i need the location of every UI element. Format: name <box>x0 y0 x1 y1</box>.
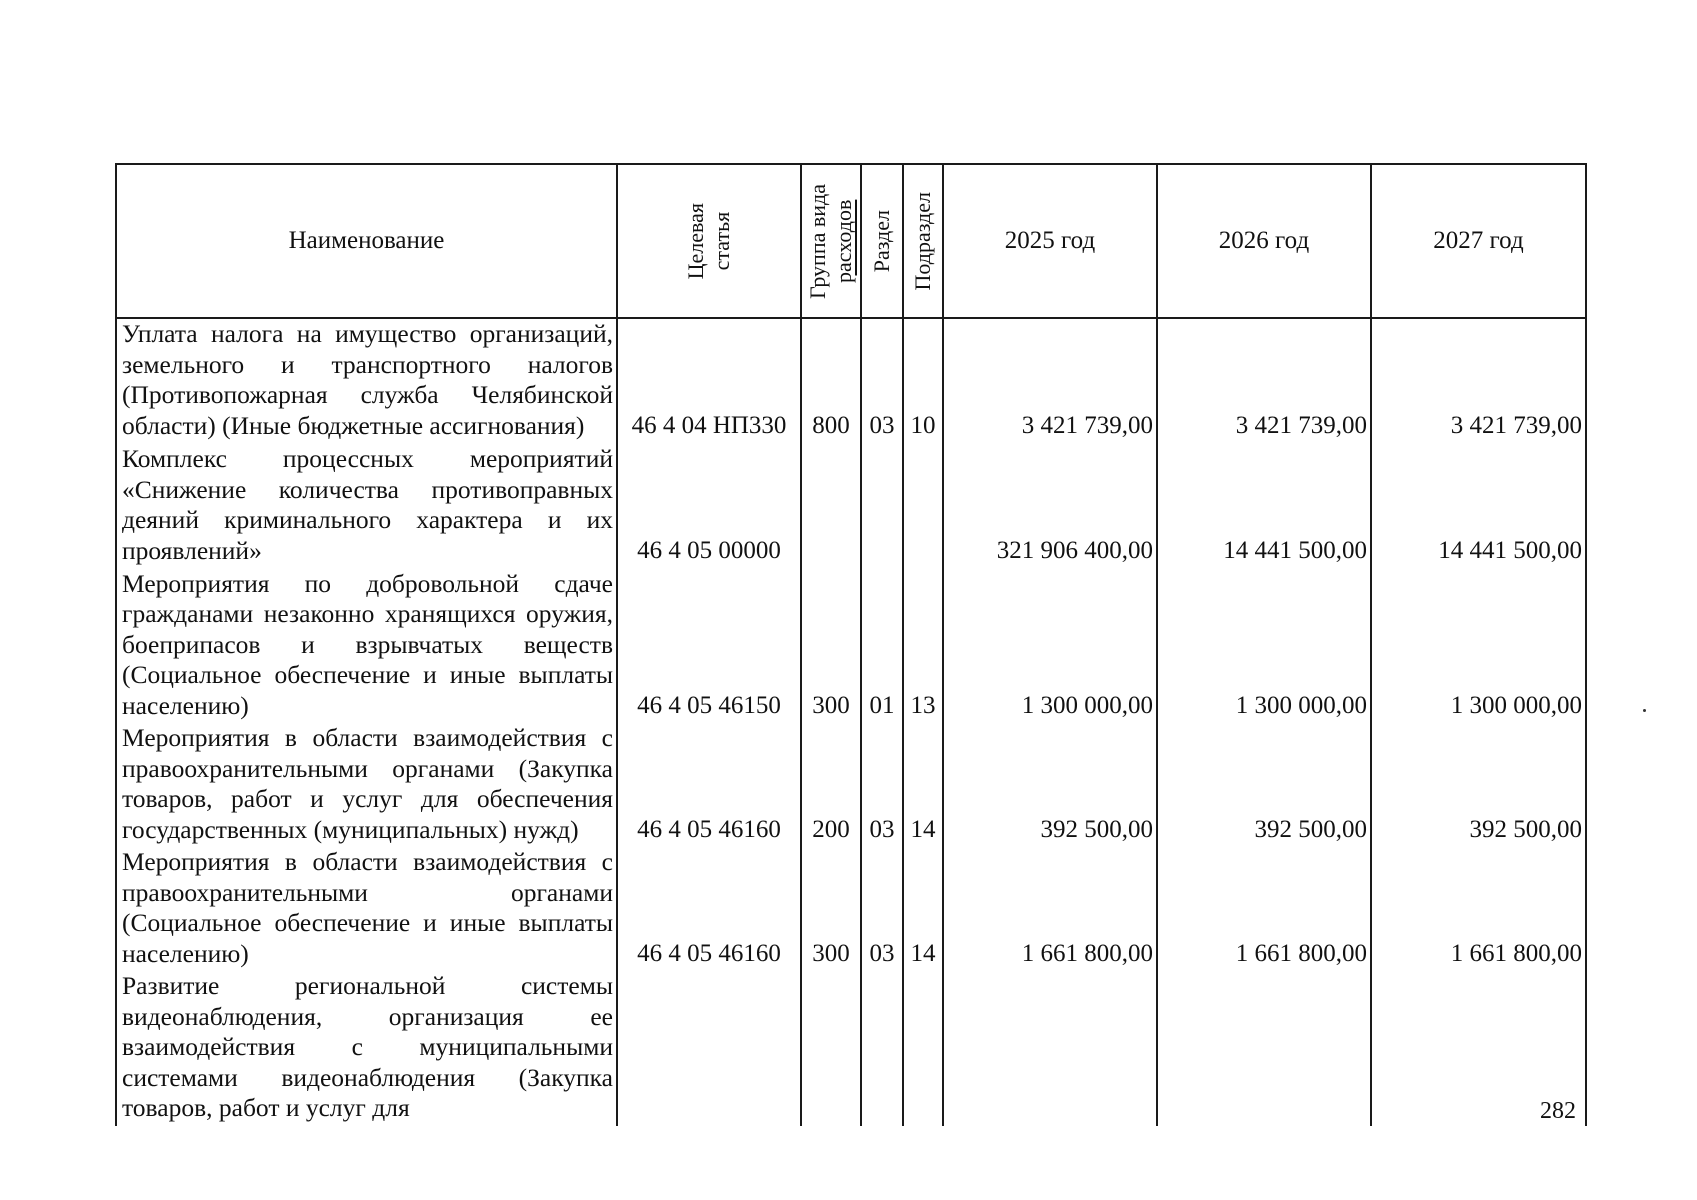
row-2027: 1 300 000,00 <box>1371 568 1586 723</box>
row-group: 200 <box>801 723 861 847</box>
row-2026: 3 421 739,00 <box>1157 318 1371 443</box>
table-row <box>116 723 1586 847</box>
scan-artifact-dot <box>1643 709 1646 712</box>
header-section-label: Раздел <box>869 209 894 273</box>
row-group: 300 <box>801 847 861 971</box>
table-row <box>116 568 1586 723</box>
row-name: Мероприятия в области взаимодействия с правоохранительными органами (Социальное обеспечение и иные выплаты населению) <box>116 847 617 971</box>
row-group: 300 <box>801 568 861 723</box>
row-name: Мероприятия в области взаимодействия с правоохранительными органами (Закупка товаров, работ и услуг для обеспечения государственных (муниципальных) нужд) <box>116 723 617 847</box>
header-target-article <box>617 164 801 318</box>
row-section: 03 <box>861 723 903 847</box>
row-2025 <box>943 971 1157 1126</box>
header-expense-group-line2: расходов <box>831 199 856 283</box>
table-row <box>116 847 1586 971</box>
table-row <box>116 971 1586 1126</box>
row-subsection <box>903 443 943 568</box>
row-section: 01 <box>861 568 903 723</box>
row-2025: 321 906 400,00 <box>943 443 1157 568</box>
header-expense-group-line1: Группа вида <box>805 183 830 299</box>
row-name: Развитие региональной системы видеонаблюдения, организация ее взаимодействия с муниципальными системами видеонаблюдения (Закупка товаров, работ и услуг для <box>116 971 617 1126</box>
row-2027: 1 661 800,00 <box>1371 847 1586 971</box>
page-number: 282 <box>1540 1098 1576 1124</box>
table-row <box>116 443 1586 568</box>
row-2025: 392 500,00 <box>943 723 1157 847</box>
row-name: Мероприятия по добровольной сдаче гражданами незаконно хранящихся оружия, боеприпасов и взрывчатых веществ (Социальное обеспечение и иные выплаты населению) <box>116 568 617 723</box>
row-section <box>861 443 903 568</box>
header-expense-group <box>801 164 861 318</box>
row-group: 800 <box>801 318 861 443</box>
row-section: 03 <box>861 847 903 971</box>
row-subsection: 14 <box>903 723 943 847</box>
row-2025: 1 300 000,00 <box>943 568 1157 723</box>
row-2027: 3 421 739,00 <box>1371 318 1586 443</box>
header-subsection <box>903 164 943 318</box>
row-2026 <box>1157 971 1371 1126</box>
header-year-2027: 2027 год <box>1371 164 1586 318</box>
header-year-2025: 2025 год <box>943 164 1157 318</box>
header-name: Наименование <box>116 164 617 318</box>
row-code: 46 4 05 46160 <box>617 847 801 971</box>
row-code: 46 4 05 00000 <box>617 443 801 568</box>
row-subsection <box>903 971 943 1126</box>
budget-table <box>115 163 1587 1126</box>
row-group <box>801 443 861 568</box>
row-section: 03 <box>861 318 903 443</box>
row-name: Комплекс процессных мероприятий «Снижение количества противоправных деяний криминального характера и их проявлений» <box>116 443 617 568</box>
row-2025: 3 421 739,00 <box>943 318 1157 443</box>
row-2026: 14 441 500,00 <box>1157 443 1371 568</box>
header-target-article-line2: статья <box>709 211 734 271</box>
row-name: Уплата налога на имущество организаций, земельного и транспортного налогов (Противопожарная служба Челябинской области) (Иные бюджетные ассигнования) <box>116 318 617 443</box>
header-subsection-label: Подраздел <box>910 191 935 291</box>
row-2027: 392 500,00 <box>1371 723 1586 847</box>
row-code: 46 4 05 46150 <box>617 568 801 723</box>
row-2027: 14 441 500,00 <box>1371 443 1586 568</box>
table-row <box>116 318 1586 443</box>
row-2025: 1 661 800,00 <box>943 847 1157 971</box>
row-code: 46 4 05 46160 <box>617 723 801 847</box>
header-section <box>861 164 903 318</box>
header-target-article-line1: Целевая <box>683 202 708 280</box>
row-subsection: 14 <box>903 847 943 971</box>
header-row <box>116 164 1586 318</box>
row-2026: 1 300 000,00 <box>1157 568 1371 723</box>
row-group <box>801 971 861 1126</box>
row-2026: 1 661 800,00 <box>1157 847 1371 971</box>
row-2026: 392 500,00 <box>1157 723 1371 847</box>
row-code <box>617 971 801 1126</box>
row-subsection: 10 <box>903 318 943 443</box>
header-year-2026: 2026 год <box>1157 164 1371 318</box>
row-code: 46 4 04 НП330 <box>617 318 801 443</box>
row-subsection: 13 <box>903 568 943 723</box>
row-section <box>861 971 903 1126</box>
